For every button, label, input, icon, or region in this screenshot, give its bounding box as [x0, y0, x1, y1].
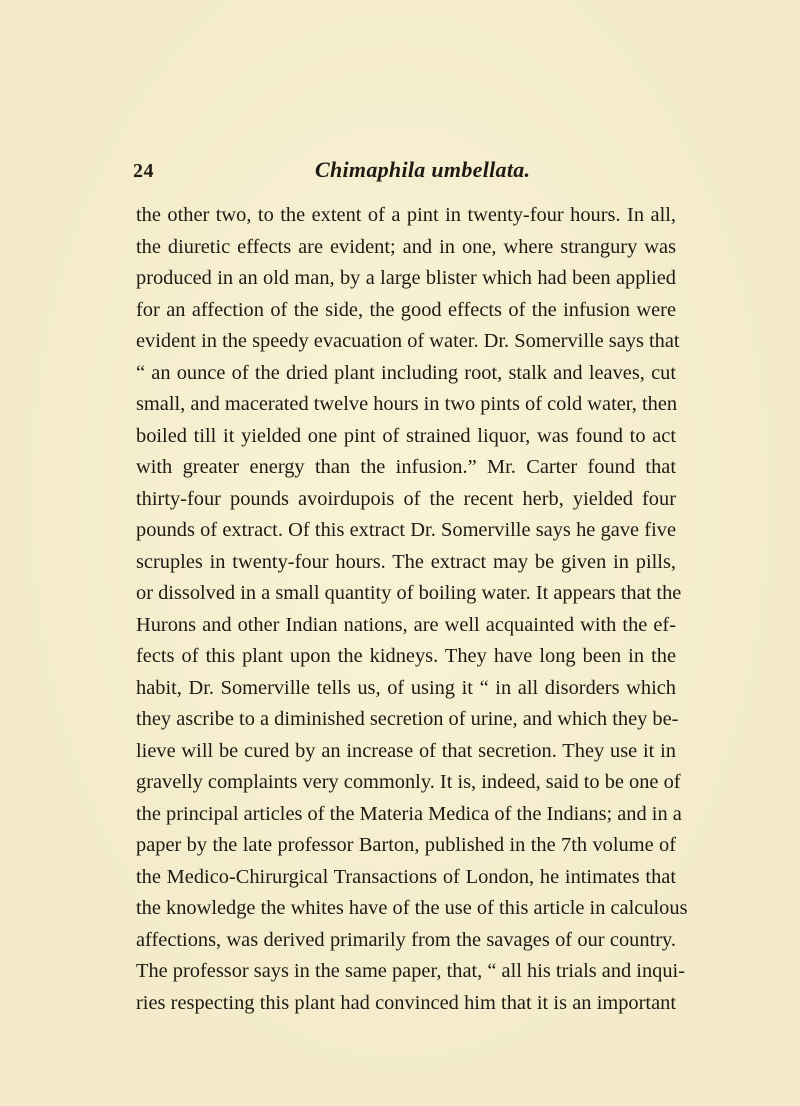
text-line: or dissolved in a small quantity of boiling water. It appears that the [136, 582, 682, 604]
text-line: for an affection of the side, the good effects of the infusion were [136, 298, 676, 321]
text-line: gravelly complaints very commonly. It is, indeed, said to be one of [136, 771, 681, 793]
text-line: affections, was derived primarily from the savages of our country. [136, 928, 676, 951]
text-line: the knowledge the whites have of the use of this article in calculous [136, 897, 688, 919]
text-line: with greater energy than the infusion.” Mr. Carter found that [136, 456, 676, 478]
text-line: paper by the late professor Barton, published in the 7th volume of [136, 834, 676, 856]
text-line: thirty-four pounds avoirdupois of the recent herb, yielded four [136, 487, 676, 510]
page-header [133, 157, 673, 190]
body-text [136, 200, 688, 1019]
text-line: the Medico-Chirurgical Transactions of London, he intimates that [136, 865, 676, 888]
text-line: scruples in twenty-four hours. The extract may be given in pills, [136, 550, 676, 573]
text-line: lieve will be cured by an increase of that secretion. They use it in [136, 739, 676, 762]
text-line: habit, Dr. Somerville tells us, of using it “ in all disorders which [136, 676, 676, 699]
text-line: “ an ounce of the dried plant including root, stalk and leaves, cut [136, 361, 676, 384]
page-number: 24 [133, 160, 154, 182]
text-line: The professor says in the same paper, that, “ all his trials and inqui- [136, 960, 686, 982]
text-line: evident in the speedy evacuation of water. Dr. Somerville says that [136, 330, 680, 352]
text-line: small, and macerated twelve hours in two pints of cold water, then [136, 393, 678, 415]
text-line: Hurons and other Indian nations, are well acquainted with the ef- [136, 613, 676, 636]
text-line: fects of this plant upon the kidneys. They have long been in the [136, 645, 676, 667]
text-line: the principal articles of the Materia Medica of the Indians; and in a [136, 802, 682, 825]
text-line: ries respecting this plant had convinced him that it is an important [136, 991, 676, 1014]
text-line: the diuretic effects are evident; and in one, where strangury was [136, 235, 676, 258]
text-line: they ascribe to a diminished secretion of urine, and which they be- [136, 708, 679, 730]
text-line: the other two, to the extent of a pint in twenty-four hours. In all, [136, 204, 676, 226]
text-line: produced in an old man, by a large blister which had been applied [136, 267, 676, 289]
running-title: Chimaphila umbellata. [315, 157, 531, 182]
text-line: pounds of extract. Of this extract Dr. Somerville says he gave five [136, 519, 676, 541]
text-line: boiled till it yielded one pint of strained liquor, was found to act [136, 424, 676, 447]
